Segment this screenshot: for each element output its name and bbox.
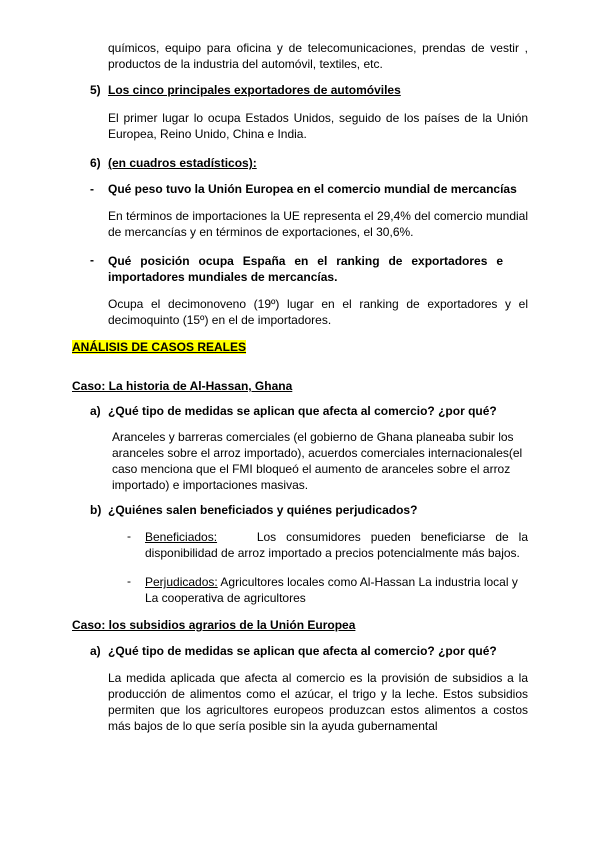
analysis-heading [72, 340, 246, 354]
section-6-number: 6) [90, 156, 101, 170]
perjudicados-dash: - [127, 574, 131, 588]
analysis-heading-text: ANÁLISIS DE CASOS REALES [72, 340, 247, 354]
section-5-text: El primer lugar lo ocupa Estados Unidos, seguido de los países de la Unión Europea, Reino Unido, China e India. [108, 111, 528, 141]
question-1-answer: En términos de importaciones la UE representa el 29,4% del comercio mundial de mercancías y en términos de exportaciones, el 30,6%. [108, 209, 528, 239]
case-1-question-a-answer: Aranceles y barreras comerciales (el gobierno de Ghana planeaba subir los aranceles sobre el arroz importado), acuerdos comerciales internacionales(el caso menciona que el FMI bloqueó el aumento de aranceles sobre el arroz importado) e importaciones masivas. [112, 430, 523, 492]
question-2-answer: Ocupa el decimonoveno (19º) lugar en el ranking de exportadores y el decimoquinto (15º) en el de importadores. [108, 297, 528, 327]
case-1-question-a-title: ¿Qué tipo de medidas se aplican que afecta al comercio? ¿por qué? [108, 404, 497, 418]
question-1-dash: - [90, 182, 94, 196]
section-6-title: (en cuadros estadísticos): [108, 156, 257, 170]
question-2-dash: - [90, 253, 94, 267]
case-1-question-a-label: a) [90, 404, 101, 418]
question-2-title: Qué posición ocupa España en el ranking de exportadores e importadores mundiales de mercancías. [108, 254, 503, 284]
case-2-question-a-answer: La medida aplicada que afecta al comercio es la provisión de subsidios a la producción de alimentos como el azúcar, el trigo y la leche. Estos subsidios permiten que los agricultores europeos produzcan estos alimentos a costos más bajos de lo que sería posible sin la ayuda gubernamental [108, 671, 528, 733]
beneficiados-text: Los consumidores pueden beneficiarse de la disponibilidad de arroz importado a precios potencialmente más bajos. [145, 530, 528, 560]
perjudicados-item [145, 574, 530, 606]
beneficiados-label: Beneficiados: [145, 530, 218, 544]
beneficiados-item [145, 529, 528, 561]
case-1-title: Caso: La historia de Al-Hassan, Ghana [72, 379, 293, 393]
case-2-title: Caso: los subsidios agrarios de la Unión Europea [72, 618, 356, 632]
case-2-question-a-title: ¿Qué tipo de medidas se aplican que afecta al comercio? ¿por qué? [108, 644, 497, 658]
question-1-title: Qué peso tuvo la Unión Europea en el comercio mundial de mercancías [108, 182, 517, 196]
perjudicados-label: Perjudicados: [145, 575, 218, 589]
case-1-question-b-label: b) [90, 503, 102, 517]
intro-paragraph: químicos, equipo para oficina y de telecomunicaciones, prendas de vestir , productos de la industria del automóvil, textiles, etc. [108, 41, 528, 71]
section-5-number: 5) [90, 83, 101, 97]
section-5-title: Los cinco principales exportadores de automóviles [108, 83, 401, 97]
case-1-question-b-title: ¿Quiénes salen beneficiados y quiénes perjudicados? [108, 503, 418, 517]
perjudicados-text: Agricultores locales como Al-Hassan La industria local y La cooperativa de agricultores [145, 575, 518, 605]
case-2-question-a-label: a) [90, 644, 101, 658]
beneficiados-dash: - [127, 529, 131, 543]
